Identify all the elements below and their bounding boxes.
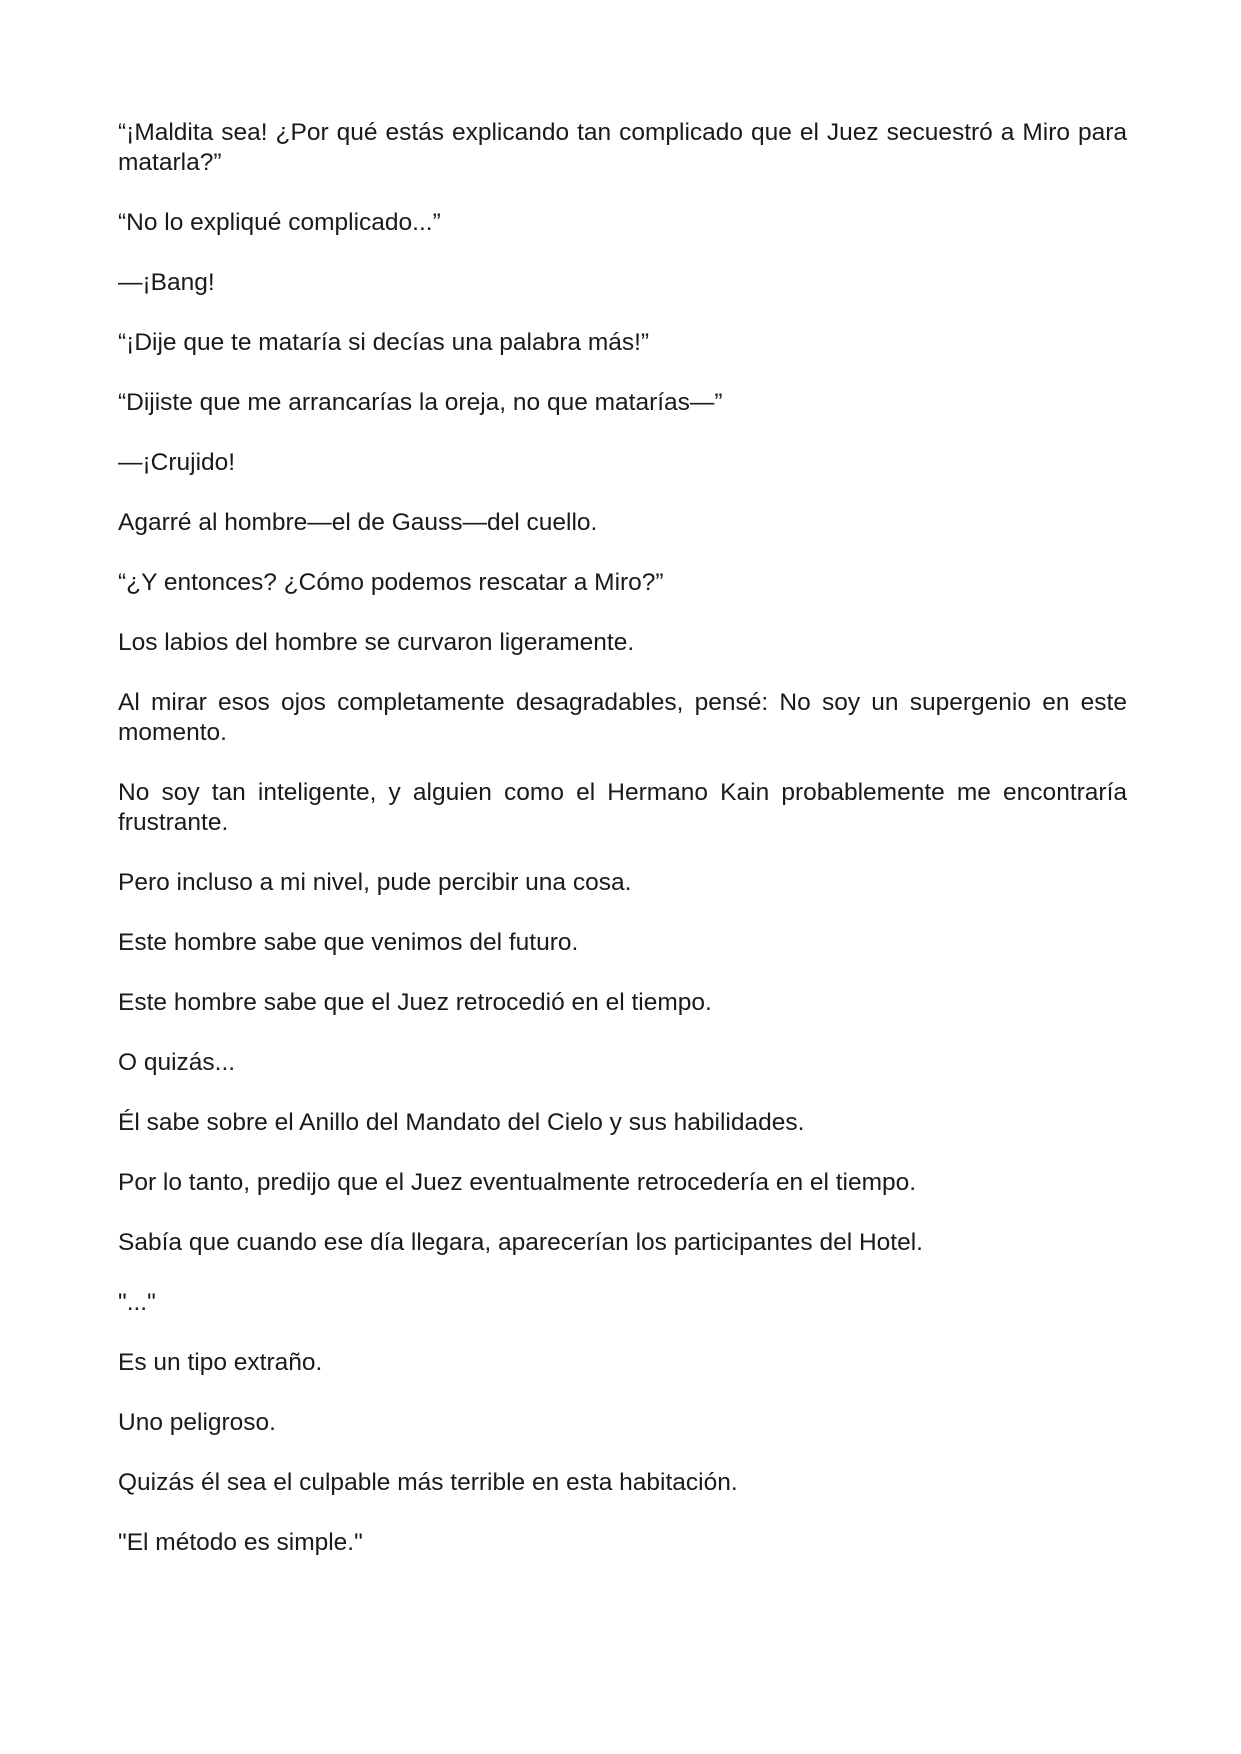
paragraph: "El método es simple." [118,1529,363,1556]
paragraph: Por lo tanto, predijo que el Juez eventualmente retrocedería en el tiempo. [118,1169,917,1196]
paragraph: Es un tipo extraño. [118,1349,323,1376]
paragraph: Quizás él sea el culpable más terrible en esta habitación. [118,1469,738,1496]
paragraph: “No lo expliqué complicado...” [118,209,441,236]
paragraph: “¡Dije que te mataría si decías una palabra más!” [118,329,650,356]
paragraph: Uno peligroso. [118,1409,276,1436]
paragraph: "..." [118,1289,156,1316]
paragraph: Los labios del hombre se curvaron ligeramente. [118,629,635,656]
paragraph: Él sabe sobre el Anillo del Mandato del Cielo y sus habilidades. [118,1109,805,1136]
paragraph: “¿Y entonces? ¿Cómo podemos rescatar a Miro?” [118,569,664,596]
paragraph: “¡Maldita sea! ¿Por qué estás explicando tan complicado que el Juez secuestró a Miro para matarla?” [118,119,1127,176]
paragraph: Al mirar esos ojos completamente desagradables, pensé: No soy un supergenio en este momento. [118,689,1127,746]
paragraph: Este hombre sabe que venimos del futuro. [118,929,579,956]
paragraph: Pero incluso a mi nivel, pude percibir una cosa. [118,869,632,896]
document-body [118,118,1127,1588]
paragraph: O quizás... [118,1049,236,1076]
paragraph: No soy tan inteligente, y alguien como el Hermano Kain probablemente me encontraría frustrante. [118,779,1127,836]
paragraph: Sabía que cuando ese día llegara, aparecerían los participantes del Hotel. [118,1229,923,1256]
paragraph: “Dijiste que me arrancarías la oreja, no que matarías—” [118,389,723,416]
paragraph: Agarré al hombre—el de Gauss—del cuello. [118,509,598,536]
paragraph: —¡Crujido! [118,449,236,476]
paragraph: Este hombre sabe que el Juez retrocedió en el tiempo. [118,989,712,1016]
paragraph: —¡Bang! [118,269,215,296]
